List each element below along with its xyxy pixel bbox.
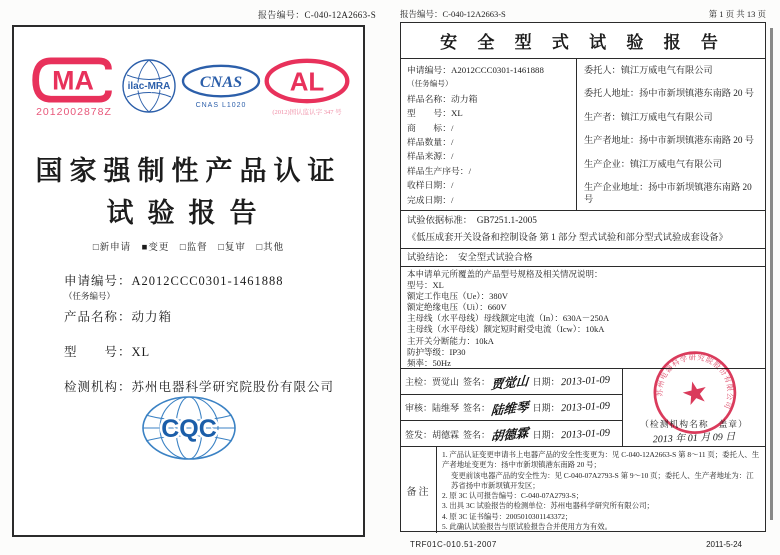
spec-line: 主母线（水平母线）母线额定电流（In）：630A－250A [407,313,610,324]
scan-edge-artifact [770,28,773,520]
info-line: 生产者：镇江万威电气有限公司 [584,111,713,122]
remark-line: 4. 原 3C 证书编号：2005010301143372； [442,511,573,521]
conclusion-row: 试验结论： 安全型式试验合格 [401,249,765,267]
sign-label: 签名： [463,429,491,440]
spec-line: 主母线（水平母线）额定短时耐受电流（Icw）：10kA [407,324,605,335]
stamp-cell [623,353,765,446]
remark-line: 5. 此确认试验报告与原试验报告合并使用方为有效。 [442,522,612,532]
spec-line: 防护等级：IP30 [407,346,466,357]
approver-name: 胡德霖 [432,429,460,440]
accreditation-logos [28,43,351,129]
info-line: 委托人：镇江万威电气有限公司 [584,65,713,75]
info-line: 商 标：/ [407,122,454,133]
cover-fields [64,271,354,395]
spec-line: 主开关分断能力：10kA [407,335,494,346]
signature-row-reviewer [401,395,622,421]
info-line: （任务编号） [407,79,453,89]
examiner-date: 2013-01-09 [560,374,610,389]
cnas-number: CNAS L1020 [195,102,247,109]
al-number: (2012)国认监认字 347 号 [272,108,342,116]
info-line: 完成日期：/ [407,194,454,205]
info-line: 样品数量：/ [407,137,454,148]
reviewer-name: 陆维琴 [432,403,460,413]
right-page-header [400,8,766,20]
info-line: 样品来源：/ [407,151,454,162]
stamp-star: ★ [677,372,713,414]
cma-number: 2012002878Z [36,105,112,118]
cover-page [12,25,365,537]
client-info-column [577,59,765,210]
right-report-number: 报告编号：C-040-12A2663-S [400,9,506,19]
application-number: 申请编号：A2012CCC0301-1461888 [64,274,284,288]
report-page [398,0,770,555]
remark-line: 1. 产品认证变更申请书上电器产品的安全性变更为：见 C-040-12A2663-S 第 8～11 页；委托人、生产者地址变更为：扬中市新坝镇港东南路 20 号； [442,450,760,470]
remarks-label: 备注 [401,447,437,533]
stamp-date: 2013 年 01 月 09 日 [652,431,736,446]
remarks-body [437,447,765,533]
reviewer-autograph: 陆维琴 [490,399,529,418]
product-name: 产品名称：动力箱 [64,310,173,324]
role-label: 签发： [405,429,433,440]
signature-rows [401,369,623,446]
standards-row [401,211,765,249]
cma-letters: MA [52,65,94,96]
specs-header: 本申请单元所覆盖的产品型号规格及相关情况说明： [407,269,603,279]
info-line: 生产企业地址：扬中市新坝镇港东南路 20 号 [584,181,752,204]
al-logo-icon [263,57,351,116]
left-report-number: 报告编号：C-040-12A2663-S [258,10,376,20]
info-line: 申请编号：A2012CCC0301-1461888 [407,65,544,75]
ilac-cnas-logos [121,58,262,114]
spec-line: 型号：XL [407,280,444,291]
sign-label: 签名： [463,403,491,413]
cqc-logo-icon [14,393,363,463]
remark-line: 3. 出具 3C 试验报告的检测单位：苏州电器科学研究所有限公司； [442,501,654,511]
signature-row-examiner [401,369,622,395]
model-number: 型 号：XL [64,345,151,359]
cnas-logo-icon [180,63,262,109]
date-label: 日期： [532,403,560,413]
spec-line: 频率：50Hz [407,357,451,368]
approver-autograph: 胡德霖 [490,425,529,445]
info-line: 样品名称：动力箱 [407,93,478,104]
examiner-name: 贾觉山 [432,377,460,387]
cma-logo-icon [28,55,120,118]
report-table [400,22,766,532]
signature-row-approver [401,421,622,447]
date-label: 日期： [532,429,560,440]
info-line: 样品生产序号：/ [407,165,472,176]
date-label: 日期： [532,377,560,387]
sample-info-column [401,59,577,210]
remark-line: 2. 原 3C 认可报告编号：C-040-07A2793-S； [442,491,584,501]
role-label: 主检： [405,377,433,387]
info-line: 生产者地址：扬中市新坝镇港东南路 20 号 [584,135,754,146]
examiner-autograph: 贾觉山 [490,373,529,392]
info-line: 委托人地址：扬中市新坝镇港东南路 20 号 [584,88,754,99]
reviewer-date: 2013-01-09 [560,400,610,415]
remarks-row [401,447,765,533]
report-type-checkboxes: □新申请 ■变更 □监督 □复审 □其他 [92,243,285,253]
standard-title: 《低压成套开关设备和控制设备 第 1 部分 型式试验和部分型式试验成套设备》 [407,233,728,243]
spec-line: 额定绝缘电压（Ui）：660V [407,302,507,313]
form-date: 2011-5-24 [706,540,742,549]
cover-title-line1: 国家强制性产品认证 [35,156,342,186]
page-indicator: 第 1 页 共 13 页 [708,9,766,19]
stamp-caption: （检测机构名称 盖章） [640,419,748,429]
al-letters: AL [289,68,325,97]
info-line: 型 号：XL [407,108,463,119]
sign-label: 签名： [463,377,491,387]
role-label: 审核： [405,403,433,413]
stamp-company-name: 苏州电器科学研究院股份有限公司 [656,353,734,411]
info-block [401,59,765,211]
ilac-mra-logo-icon [121,58,177,114]
task-number-note: （任务编号） [64,291,116,301]
approver-date: 2013-01-09 [560,427,610,441]
report-title: 安 全 型 式 试 验 报 告 [401,23,765,59]
info-line: 生产企业：镇江万威电气有限公司 [584,158,722,169]
remark-line: 变更前该电器产品的安全性为：见 C-040-07A2793-S 第 9～10 页；委托人、生产者地址为：江苏省扬中市新坝镇开发区； [451,470,754,490]
testing-agency: 检测机构：苏州电器科学研究院股份有限公司 [64,380,335,394]
cover-title-line2: 试验报告 [106,198,271,228]
standard-number: 试验依据标准： GB7251.1-2005 [407,216,537,226]
ilac-letters: ilac-MRA [127,81,171,92]
info-line: 收样日期：/ [407,180,454,191]
cqc-letters: CQC [160,415,217,443]
spec-line: 额定工作电压（Ue）：380V [407,291,509,302]
form-code: TRF01C-010.51-2007 [410,540,497,549]
cnas-letters: CNAS [199,73,243,91]
